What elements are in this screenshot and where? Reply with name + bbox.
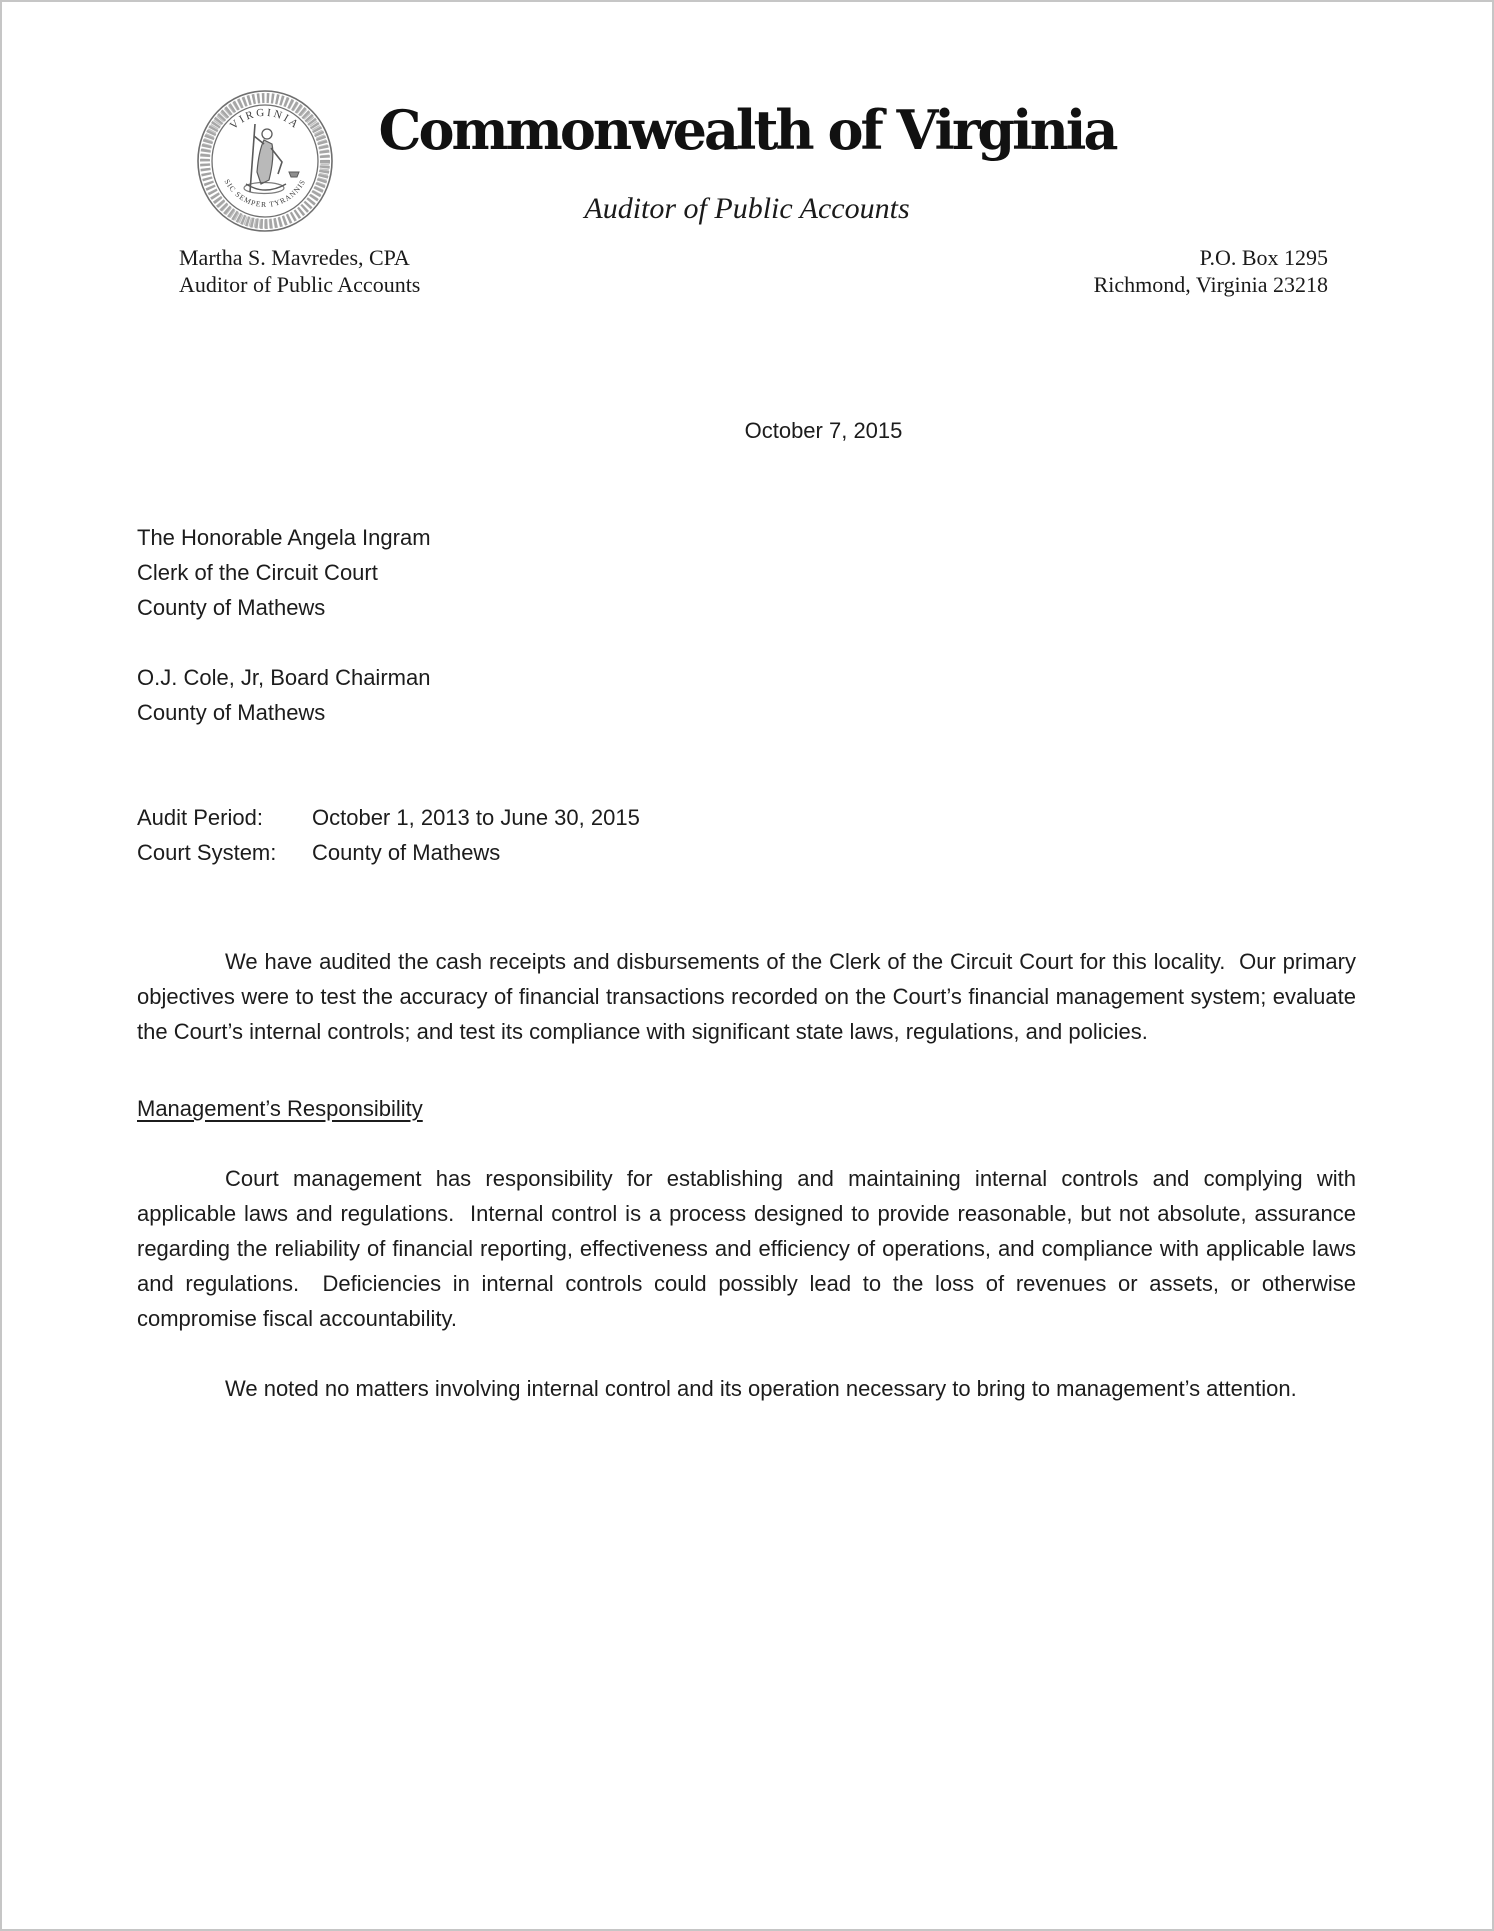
- audit-period-value: October 1, 2013 to June 30, 2015: [312, 805, 640, 830]
- org-subtitle: Auditor of Public Accounts: [584, 192, 910, 225]
- court-system-row: [137, 835, 1356, 870]
- paragraph-audit-scope: We have audited the cash receipts and disbursements of the Clerk of the Circuit Court for this locality. Our primary objectives were to test the accuracy of financial transactions recorded on the Court’s financial management system; evaluate the Court’s internal controls; and test its compliance with significant state laws, regulations, and policies.: [137, 949, 1356, 1044]
- recipient-title: Clerk of the Circuit Court: [137, 560, 378, 585]
- address-block: [1094, 244, 1328, 298]
- audit-period-row: [137, 800, 1356, 835]
- letterhead: [2, 2, 1492, 322]
- address-line-1: P.O. Box 1295: [1199, 245, 1328, 270]
- section-heading-managements-responsibility: Management’s Responsibility: [137, 1096, 423, 1121]
- paragraph-no-matters-noted: We noted no matters involving internal control and its operation necessary to bring to management’s attention.: [225, 1376, 1297, 1401]
- court-system-label: Court System:: [137, 840, 277, 865]
- official-name: Martha S. Mavredes, CPA: [179, 245, 410, 270]
- recipient-locality: County of Mathews: [137, 595, 326, 620]
- recipient-block-2: [137, 660, 1356, 730]
- org-title: Commonwealth of Virginia: [378, 98, 1116, 162]
- letter-date: October 7, 2015: [744, 418, 903, 443]
- audit-period-label: Audit Period:: [137, 805, 263, 830]
- recipient-name: O.J. Cole, Jr, Board Chairman: [137, 665, 431, 690]
- recipient-locality: County of Mathews: [137, 700, 326, 725]
- seal-bottom-text: SIC SEMPER TYRANNIS: [222, 177, 308, 210]
- official-title: Auditor of Public Accounts: [179, 272, 421, 297]
- paragraph-management-responsibility: Court management has responsibility for establishing and maintaining internal controls and complying with applicable laws and regulations. Internal control is a process designed to provide reasonable, but not absolute, assurance regarding the reliability of financial reporting, effectiveness and efficiency of operations, and compliance with applicable laws and regulations. Deficiencies in internal controls could possibly lead to the loss of revenues or assets, or otherwise compromise fiscal accountability.: [137, 1166, 1356, 1331]
- seal-top-text: VIRGINIA: [227, 106, 303, 132]
- audit-meta-block: [137, 800, 1356, 870]
- recipient-block-1: [137, 520, 1356, 625]
- official-block: [179, 244, 420, 298]
- recipient-name: The Honorable Angela Ingram: [137, 525, 431, 550]
- address-line-2: Richmond, Virginia 23218: [1093, 272, 1328, 297]
- court-system-value: County of Mathews: [312, 840, 501, 865]
- letter-body: [2, 413, 1492, 1406]
